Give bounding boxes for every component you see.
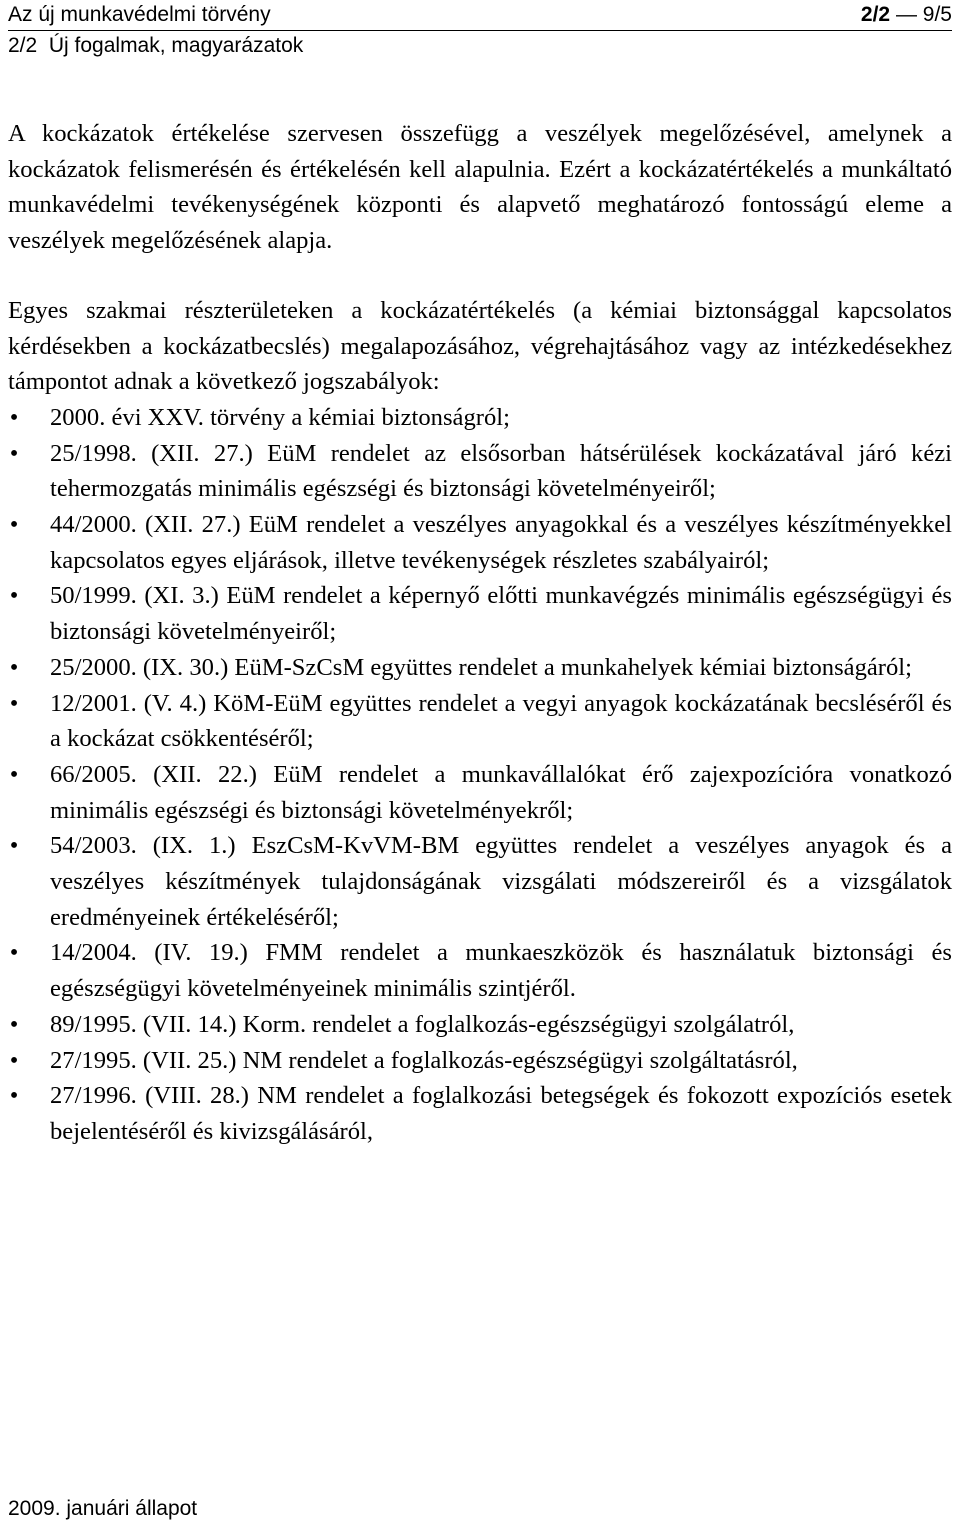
legislation-item bbox=[8, 507, 952, 578]
legislation-text: 25/2000. (IX. 30.) EüM-SzCsM együttes rendelet a munkahelyek kémiai biztonságáról; bbox=[50, 653, 912, 681]
legislation-text: 14/2004. (IV. 19.) FMM rendelet a munkaeszközök és használatuk biztonsági és egészségügyi követelményeinek minimális szintjéről. bbox=[50, 939, 952, 1003]
bullet-icon: • bbox=[9, 832, 19, 860]
legislation-text: 89/1995. (VII. 14.) Korm. rendelet a foglalkozás-egészségügyi szolgálatról, bbox=[50, 1010, 795, 1038]
legislation-list bbox=[8, 400, 952, 1150]
bullet-icon: • bbox=[9, 1046, 19, 1074]
legislation-item bbox=[8, 1007, 952, 1043]
legislation-text: 66/2005. (XII. 22.) EüM rendelet a munkavállalókat érő zajexpozícióra vonatkozó minimális egészségi és biztonsági követelményekről; bbox=[50, 760, 952, 824]
paragraph-risk-assessment: A kockázatok értékelése szervesen összefügg a veszélyek megelőzésével, amelynek a kockázatok felismerésén és értékelésén kell alapulnia. Ezért a kockázatértékelés a munkáltató munkavédelmi tevékenységének központi és alapvető meghatározó fontosságú eleme a veszélyek megelőzésének alapja. bbox=[8, 120, 952, 255]
legislation-text: 44/2000. (XII. 27.) EüM rendelet a veszélyes anyagokkal és a veszélyes készítményekkel kapcsolatos egyes eljárások, illetve tevékenységek részletes szabályairól; bbox=[50, 511, 952, 574]
legislation-item bbox=[8, 757, 952, 828]
paragraph-legislation-intro: Egyes szakmai részterületeken a kockázatértékelés (a kémiai biztonsággal kapcsolatos kérdésekben a kockázatbecslés) megalapozásához, végrehajtásához vagy az intézkedésekhez támpontot adnak a következő jogszabályok: bbox=[8, 296, 952, 396]
legislation-item bbox=[8, 828, 952, 935]
header-row bbox=[8, 0, 952, 30]
bullet-icon: • bbox=[9, 653, 19, 681]
legislation-text: 27/1996. (VIII. 28.) NM rendelet a foglalkozási betegségek és fokozott expozíciós esetek bejelentéséről és kivizsgálásáról, bbox=[50, 1082, 952, 1145]
page-header bbox=[8, 0, 952, 61]
legislation-item bbox=[8, 1078, 952, 1149]
bullet-icon: • bbox=[9, 403, 19, 431]
section-number: 2/2 bbox=[860, 3, 891, 26]
bullet-icon: • bbox=[9, 582, 19, 610]
document-title: Az új munkavédelmi törvény bbox=[8, 3, 271, 26]
legislation-text: 54/2003. (IX. 1.) EszCsM-KvVM-BM együttes rendelet a veszélyes anyagok és a veszélyes készítmények tulajdonságának vizsgálati módszereiről és a vizsgálatok eredményeinek értékeléséről; bbox=[50, 832, 952, 931]
bullet-icon: • bbox=[9, 439, 19, 467]
page-dash: — bbox=[895, 3, 917, 26]
legislation-text: 12/2001. (V. 4.) KöM-EüM együttes rendelet a vegyi anyagok kockázatának becsléséről és a kockázat csökkentéséről; bbox=[50, 689, 952, 753]
legislation-text: 50/1999. (XI. 3.) EüM rendelet a képernyő előtti munkavégzés minimális egészségügyi és biztonsági követelményeiről; bbox=[50, 582, 952, 646]
document-body bbox=[8, 116, 952, 1150]
legislation-item bbox=[8, 935, 952, 1006]
legislation-item bbox=[8, 686, 952, 757]
page-number: 9/5 bbox=[922, 3, 952, 26]
legislation-item bbox=[8, 650, 952, 686]
bullet-icon: • bbox=[9, 689, 19, 717]
section-title: 2/2 Új fogalmak, magyarázatok bbox=[8, 34, 304, 57]
page-footer: 2009. januári állapot bbox=[8, 1497, 198, 1520]
legislation-item bbox=[8, 400, 952, 436]
legislation-item bbox=[8, 578, 952, 649]
bullet-icon: • bbox=[9, 1082, 19, 1110]
legislation-item bbox=[8, 436, 952, 507]
bullet-icon: • bbox=[9, 511, 19, 539]
legislation-item bbox=[8, 1043, 952, 1079]
page-indicator bbox=[861, 0, 952, 30]
bullet-icon: • bbox=[9, 760, 19, 788]
legislation-text: 27/1995. (VII. 25.) NM rendelet a foglalkozás-egészségügyi szolgáltatásról, bbox=[50, 1046, 798, 1074]
legislation-text: 25/1998. (XII. 27.) EüM rendelet az elsősorban hátsérülések kockázatával járó kézi tehermozgatás minimális egészségi és biztonsági követelményeiről; bbox=[50, 439, 952, 503]
legislation-text: 2000. évi XXV. törvény a kémiai biztonságról; bbox=[50, 403, 510, 431]
bullet-icon: • bbox=[9, 1010, 19, 1038]
bullet-icon: • bbox=[9, 939, 19, 967]
